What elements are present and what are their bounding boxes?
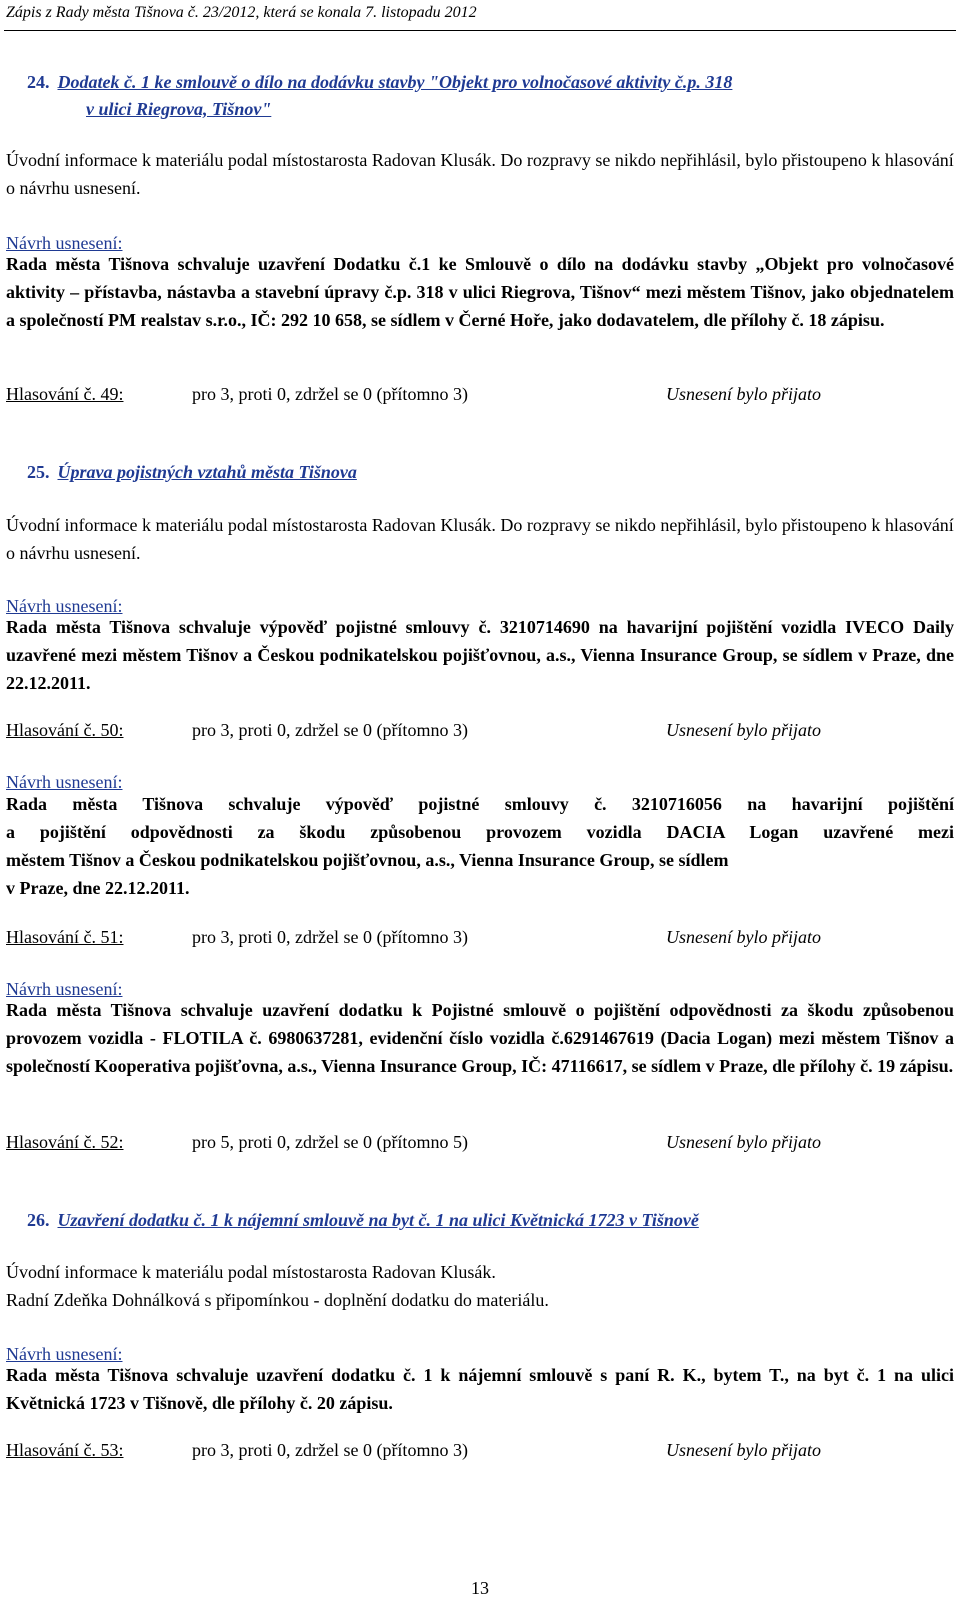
- page-number: 13: [471, 1578, 489, 1598]
- section-26-resolution: Rada města Tišnova schvaluje uzavření dodatku č. 1 k nájemní smlouvě s paní R. K., bytem T., na byt č. 1 na ulici Květnická 1723 v Tišnově, dle přílohy č. 20 zápisu.: [6, 1365, 954, 1413]
- section-24-title-line2: v ulici Riegrova, Tišnov": [86, 99, 272, 119]
- vote-51-result: pro 3, proti 0, zdržel se 0 (přítomno 3): [192, 927, 468, 947]
- section-26-intro-line1: Úvodní informace k materiálu podal místostarosta Radovan Klusák.: [6, 1262, 496, 1282]
- vote-52-result: pro 5, proti 0, zdržel se 0 (přítomno 5): [192, 1132, 468, 1152]
- vote-49-result: pro 3, proti 0, zdržel se 0 (přítomno 3): [192, 384, 468, 404]
- vote-50-label: Hlasování č. 50:: [6, 720, 124, 740]
- vote-52-outcome: Usnesení bylo přijato: [666, 1132, 821, 1152]
- section-25-proposal-label-1: Návrh usnesení:: [6, 596, 123, 616]
- vote-50-outcome: Usnesení bylo přijato: [666, 720, 821, 740]
- section-26-title-text: Uzavření dodatku č. 1 k nájemní smlouvě na byt č. 1 na ulici Květnická 1723 v Tišnově: [57, 1210, 699, 1230]
- section-25-proposal-label-2: Návrh usnesení:: [6, 772, 123, 792]
- section-25-resolution-2-line4: v Praze, dne 22.12.2011.: [6, 878, 190, 898]
- vote-53-result: pro 3, proti 0, zdržel se 0 (přítomno 3): [192, 1440, 468, 1460]
- vote-53-label: Hlasování č. 53:: [6, 1440, 124, 1460]
- section-26-number: 26.: [27, 1210, 50, 1230]
- vote-52-label: Hlasování č. 52:: [6, 1132, 124, 1152]
- vote-50-result: pro 3, proti 0, zdržel se 0 (přítomno 3): [192, 720, 468, 740]
- section-25-resolution-2-line2: a pojištění odpovědnosti za škodu způsobenou provozem vozidla DACIA Logan uzavřené mezi: [6, 822, 954, 842]
- section-25-resolution-3: Rada města Tišnova schvaluje uzavření dodatku k Pojistné smlouvě o pojištění odpovědnosti za škodu způsobenou provozem vozidla - FLOTILA č. 6980637281, evidenční číslo vozidla č.6291467619 (Dacia Logan) mezi městem Tišnov a společností Kooperativa pojišťovna, a.s., Vienna Insurance Group, IČ: 47116617, se sídlem v Praze, dle přílohy č. 19 zápisu.: [6, 1000, 954, 1076]
- vote-49-label: Hlasování č. 49:: [6, 384, 124, 404]
- section-24-resolution: Rada města Tišnova schvaluje uzavření Dodatku č.1 ke Smlouvě o dílo na dodávku stavby „Objekt pro volnočasové aktivity – přístavba, nástavba a stavební úpravy č.p. 318 v ulici Riegrova, Tišnov“ mezi městem Tišnov, jako objednatelem a společností PM realstav s.r.o., IČ: 292 10 658, se sídlem v Černé Hoře, jako dodavatelem, dle přílohy č. 18 zápisu.: [6, 254, 954, 330]
- vote-53-outcome: Usnesení bylo přijato: [666, 1440, 821, 1460]
- section-24-proposal-label: Návrh usnesení:: [6, 233, 123, 253]
- document-header: Zápis z Rady města Tišnova č. 23/2012, která se konala 7. listopadu 2012: [6, 4, 477, 21]
- vote-51-outcome: Usnesení bylo přijato: [666, 927, 821, 947]
- section-25-resolution-1: Rada města Tišnova schvaluje výpověď pojistné smlouvy č. 3210714690 na havarijní pojištění vozidla IVECO Daily uzavřené mezi městem Tišnov a Českou podnikatelskou pojišťovnou, a.s., Vienna Insurance Group, se sídlem v Praze, dne 22.12.2011.: [6, 617, 954, 693]
- section-26-title: [27, 1208, 699, 1232]
- section-26-proposal-label: Návrh usnesení:: [6, 1344, 123, 1364]
- vote-49-outcome: Usnesení bylo přijato: [666, 384, 821, 404]
- header-divider: [4, 30, 956, 31]
- section-24-title-line1: Dodatek č. 1 ke smlouvě o dílo na dodávku stavby "Objekt pro volnočasové aktivity č.p. 318: [57, 72, 733, 92]
- section-24-title: [27, 70, 927, 94]
- vote-51-label: Hlasování č. 51:: [6, 927, 124, 947]
- section-25-title: [27, 460, 357, 484]
- section-25-resolution-2-line3: městem Tišnov a Českou podnikatelskou pojišťovnou, a.s., Vienna Insurance Group, se sídlem: [6, 850, 729, 870]
- section-24-number: 24.: [27, 72, 50, 92]
- section-25-intro: Úvodní informace k materiálu podal místostarosta Radovan Klusák. Do rozpravy se nikdo nepřihlásil, bylo přistoupeno k hlasování o návrhu usnesení.: [6, 515, 954, 563]
- section-25-title-text: Úprava pojistných vztahů města Tišnova: [57, 462, 357, 482]
- section-24-intro: Úvodní informace k materiálu podal místostarosta Radovan Klusák. Do rozpravy se nikdo nepřihlásil, bylo přistoupeno k hlasování o návrhu usnesení.: [6, 150, 954, 198]
- section-26-intro: [6, 1258, 954, 1314]
- section-25-resolution-2-line1: Rada města Tišnova schvaluje výpověď pojistné smlouvy č. 3210716056 na havarijní pojištění: [6, 794, 954, 814]
- section-25-resolution-2: [6, 790, 954, 902]
- section-25-number: 25.: [27, 462, 50, 482]
- section-25-proposal-label-3: Návrh usnesení:: [6, 979, 123, 999]
- section-26-intro-line2: Radní Zdeňka Dohnálková s připomínkou - doplnění dodatku do materiálu.: [6, 1290, 549, 1310]
- section-24-title-cont: [86, 97, 271, 121]
